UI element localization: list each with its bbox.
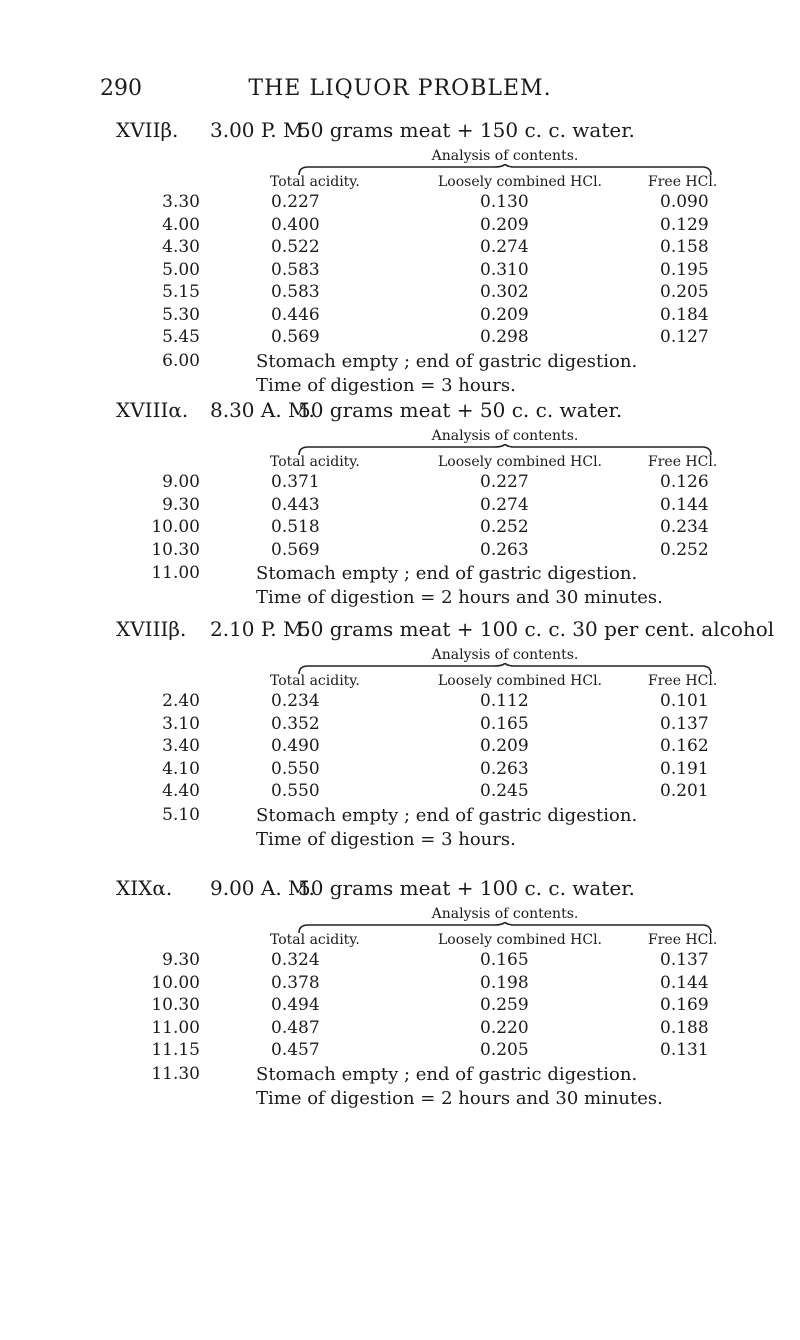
cell-loosely-combined-hcl: 0.310	[480, 259, 529, 280]
cell-loosely-combined-hcl: 0.209	[480, 304, 529, 325]
end-note: Stomach empty ; end of gastric digestion.	[256, 804, 638, 826]
end-time: 6.00	[162, 350, 200, 371]
cell-free-hcl: 0.137	[660, 950, 709, 970]
table-row	[0, 215, 800, 238]
cell-free-hcl: 0.184	[660, 304, 709, 325]
cell-total-acidity: 0.490	[271, 736, 320, 756]
cell-loosely-combined-hcl: 0.130	[480, 192, 529, 212]
experiment-description: 50 grams meat + 150 c. c. water.	[298, 118, 635, 142]
experiment-start-time: 9.00 A. M.	[210, 876, 315, 900]
cell-total-acidity: 0.522	[271, 237, 320, 257]
running-title: THE LIQUOR PROBLEM.	[248, 76, 552, 101]
column-header-total-acidity: Total acidity.	[270, 174, 360, 190]
row-time: 5.15	[162, 282, 200, 302]
cell-free-hcl: 0.144	[660, 972, 709, 993]
end-note: Stomach empty ; end of gastric digestion.	[256, 563, 638, 584]
row-time: 4.30	[162, 237, 200, 257]
column-header-total-acidity: Total acidity.	[270, 454, 360, 470]
cell-total-acidity: 0.569	[271, 539, 320, 560]
table-row	[0, 540, 800, 563]
table-row	[0, 714, 800, 737]
column-header-total-acidity: Total acidity.	[270, 932, 360, 948]
cell-loosely-combined-hcl: 0.245	[480, 781, 529, 801]
cell-total-acidity: 0.234	[271, 691, 320, 711]
cell-free-hcl: 0.158	[660, 237, 709, 257]
table-row	[0, 472, 800, 495]
cell-total-acidity: 0.443	[271, 494, 320, 515]
data-table	[0, 192, 800, 350]
cell-total-acidity: 0.457	[271, 1040, 320, 1060]
cell-loosely-combined-hcl: 0.302	[480, 282, 529, 302]
column-header-loosely-combined-hcl: Loosely combined HCl.	[438, 174, 603, 190]
cell-free-hcl: 0.205	[660, 282, 709, 302]
experiment-label: XIXα.	[116, 876, 173, 900]
end-note: Stomach empty ; end of gastric digestion.	[256, 1063, 638, 1085]
cell-free-hcl: 0.131	[660, 1040, 709, 1060]
cell-loosely-combined-hcl: 0.205	[480, 1040, 529, 1060]
cell-free-hcl: 0.127	[660, 327, 709, 347]
cell-loosely-combined-hcl: 0.112	[480, 691, 529, 711]
cell-free-hcl: 0.144	[660, 494, 709, 515]
row-time: 9.00	[162, 472, 200, 492]
table-row	[0, 517, 800, 540]
end-time: 11.00	[151, 563, 200, 583]
cell-total-acidity: 0.583	[271, 259, 320, 280]
row-time: 4.40	[162, 781, 200, 801]
experiment-label: XVIIIβ.	[116, 617, 187, 641]
experiment-start-time: 2.10 P. M.	[210, 617, 310, 641]
cell-total-acidity: 0.583	[271, 282, 320, 302]
experiment-description: 50 grams meat + 100 c. c. water.	[298, 876, 635, 900]
cell-loosely-combined-hcl: 0.263	[480, 758, 529, 779]
digestion-time: Time of digestion = 3 hours.	[256, 374, 516, 396]
cell-loosely-combined-hcl: 0.252	[480, 517, 529, 537]
cell-free-hcl: 0.234	[660, 517, 709, 537]
experiment-start-time: 8.30 A. M.	[210, 398, 315, 422]
end-time: 11.30	[151, 1063, 200, 1084]
table-row	[0, 781, 800, 804]
row-time: 10.00	[151, 972, 200, 993]
row-time: 11.15	[151, 1040, 200, 1060]
row-time: 2.40	[162, 691, 200, 711]
column-header-free-hcl: Free HCl.	[648, 454, 718, 470]
cell-total-acidity: 0.569	[271, 327, 320, 347]
column-header-free-hcl: Free HCl.	[648, 174, 718, 190]
row-time: 5.45	[162, 327, 200, 347]
digestion-time: Time of digestion = 2 hours and 30 minutes.	[256, 587, 663, 608]
cell-loosely-combined-hcl: 0.198	[480, 972, 529, 993]
cell-loosely-combined-hcl: 0.263	[480, 539, 529, 560]
experiment-label: XVIIIα.	[116, 398, 189, 422]
table-row	[0, 495, 800, 518]
data-table	[0, 950, 800, 1063]
cell-free-hcl: 0.188	[660, 1017, 709, 1038]
cell-free-hcl: 0.191	[660, 758, 709, 779]
row-time: 5.30	[162, 304, 200, 325]
cell-free-hcl: 0.169	[660, 995, 709, 1015]
cell-free-hcl: 0.201	[660, 781, 709, 801]
table-row	[0, 1018, 800, 1041]
cell-loosely-combined-hcl: 0.227	[480, 472, 529, 492]
cell-free-hcl: 0.137	[660, 713, 709, 734]
cell-loosely-combined-hcl: 0.165	[480, 950, 529, 970]
end-time: 5.10	[162, 804, 200, 825]
table-row	[0, 260, 800, 283]
analysis-title: Analysis of contents.	[431, 428, 579, 444]
table-row	[0, 192, 800, 215]
table-row	[0, 282, 800, 305]
cell-loosely-combined-hcl: 0.274	[480, 494, 529, 515]
table-row	[0, 327, 800, 350]
row-time: 3.40	[162, 736, 200, 756]
cell-total-acidity: 0.487	[271, 1017, 320, 1038]
end-note: Stomach empty ; end of gastric digestion.	[256, 350, 638, 372]
row-time: 9.30	[162, 950, 200, 970]
table-row	[0, 950, 800, 973]
cell-total-acidity: 0.324	[271, 950, 320, 970]
row-time: 9.30	[162, 494, 200, 515]
analysis-title: Analysis of contents.	[431, 148, 579, 164]
column-header-loosely-combined-hcl: Loosely combined HCl.	[438, 673, 603, 689]
column-header-total-acidity: Total acidity.	[270, 673, 360, 689]
table-row	[0, 973, 800, 996]
cell-total-acidity: 0.550	[271, 781, 320, 801]
row-time: 10.30	[151, 539, 200, 560]
cell-free-hcl: 0.126	[660, 472, 709, 492]
row-time: 11.00	[151, 1017, 200, 1038]
table-row	[0, 237, 800, 260]
cell-loosely-combined-hcl: 0.165	[480, 713, 529, 734]
table-row	[0, 305, 800, 328]
data-table	[0, 472, 800, 562]
cell-free-hcl: 0.195	[660, 259, 709, 280]
digestion-time: Time of digestion = 2 hours and 30 minutes.	[256, 1087, 663, 1109]
table-row	[0, 1040, 800, 1063]
cell-loosely-combined-hcl: 0.298	[480, 327, 529, 347]
cell-total-acidity: 0.494	[271, 995, 320, 1015]
cell-loosely-combined-hcl: 0.259	[480, 995, 529, 1015]
cell-total-acidity: 0.371	[271, 472, 320, 492]
data-table	[0, 691, 800, 804]
cell-total-acidity: 0.400	[271, 214, 320, 235]
cell-total-acidity: 0.352	[271, 713, 320, 734]
analysis-title: Analysis of contents.	[431, 647, 579, 663]
column-header-loosely-combined-hcl: Loosely combined HCl.	[438, 932, 603, 948]
column-header-free-hcl: Free HCl.	[648, 673, 718, 689]
cell-free-hcl: 0.129	[660, 214, 709, 235]
experiment-description: 50 grams meat + 50 c. c. water.	[298, 398, 623, 422]
cell-loosely-combined-hcl: 0.209	[480, 736, 529, 756]
row-time: 10.00	[151, 517, 200, 537]
row-time: 5.00	[162, 259, 200, 280]
cell-free-hcl: 0.162	[660, 736, 709, 756]
experiment-description: 50 grams meat + 100 c. c. 30 per cent. alcohol	[298, 617, 775, 641]
row-time: 3.10	[162, 713, 200, 734]
page-number: 290	[100, 76, 142, 101]
table-row	[0, 995, 800, 1018]
table-row	[0, 759, 800, 782]
digestion-time: Time of digestion = 3 hours.	[256, 828, 516, 850]
experiment-start-time: 3.00 P. M.	[210, 118, 310, 142]
table-row	[0, 736, 800, 759]
column-header-free-hcl: Free HCl.	[648, 932, 718, 948]
experiment-label: XVIIβ.	[116, 118, 179, 142]
table-row	[0, 691, 800, 714]
cell-total-acidity: 0.378	[271, 972, 320, 993]
cell-loosely-combined-hcl: 0.220	[480, 1017, 529, 1038]
cell-free-hcl: 0.101	[660, 691, 709, 711]
column-header-loosely-combined-hcl: Loosely combined HCl.	[438, 454, 603, 470]
cell-total-acidity: 0.550	[271, 758, 320, 779]
cell-loosely-combined-hcl: 0.274	[480, 237, 529, 257]
row-time: 4.10	[162, 758, 200, 779]
row-time: 4.00	[162, 214, 200, 235]
row-time: 3.30	[162, 192, 200, 212]
cell-total-acidity: 0.446	[271, 304, 320, 325]
cell-total-acidity: 0.227	[271, 192, 320, 212]
analysis-title: Analysis of contents.	[431, 906, 579, 922]
cell-free-hcl: 0.252	[660, 539, 709, 560]
cell-free-hcl: 0.090	[660, 192, 709, 212]
row-time: 10.30	[151, 995, 200, 1015]
cell-loosely-combined-hcl: 0.209	[480, 214, 529, 235]
page-header	[0, 76, 800, 106]
cell-total-acidity: 0.518	[271, 517, 320, 537]
